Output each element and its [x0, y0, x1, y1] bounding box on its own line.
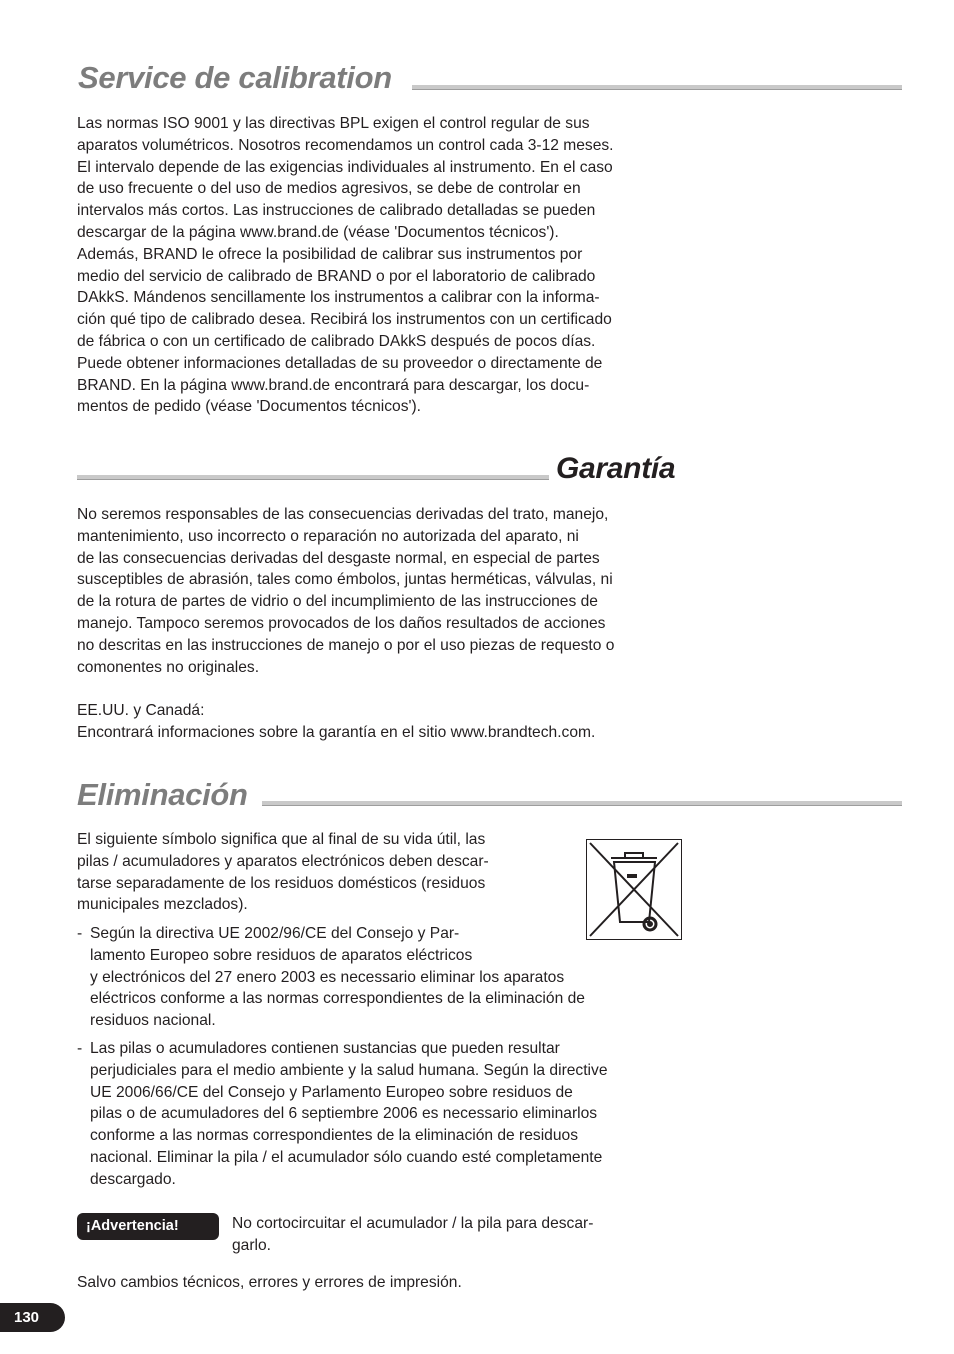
text-line: descargar de la página www.brand.de (véase 'Documentos técnicos'). — [77, 223, 559, 241]
text-line: de uso frecuente o del uso de medios agresivos, se debe de controlar en — [77, 180, 581, 198]
text-line: lamento Europeo sobre residuos de aparatos eléctricos — [90, 946, 473, 964]
warranty-paragraph — [77, 504, 697, 678]
text-line: DAkkS. Mándenos sencillamente los instrumentos a calibrar con la informa- — [77, 289, 600, 307]
text-line: BRAND. En la página www.brand.de encontrará para descargar, los docu- — [77, 376, 590, 394]
text-line: pilas o de acumuladores del 6 septiembre 2006 es necessario eliminarlos — [90, 1105, 598, 1123]
text-line: de fábrica o con un certificado de calibrado DAkkS después de pocos días. — [77, 332, 596, 350]
text-line: Las pilas o acumuladores contienen sustancias que pueden resultar — [90, 1040, 560, 1057]
text-line: Las normas ISO 9001 y las directivas BPL exigen el control regular de sus — [77, 115, 590, 132]
text-line: descargado. — [90, 1170, 176, 1188]
region-label: EE.UU. y Canadá: — [77, 702, 205, 719]
calibration-heading-rule — [412, 85, 902, 90]
text-line: Puede obtener informaciones detalladas de su proveedor o directamente de — [77, 354, 603, 372]
calibration-paragraph — [77, 113, 697, 418]
page-number: 130 — [0, 1303, 65, 1332]
text-line: pilas / acumuladores y aparatos electrónicos deben descar- — [77, 852, 489, 870]
warning-badge: ¡Advertencia! — [77, 1213, 219, 1240]
text-line: nacional. Eliminar la pila / el acumulador sólo cuando esté completamente — [90, 1148, 603, 1166]
region-text: Encontrará informaciones sobre la garantía en el sitio www.brandtech.com. — [77, 723, 596, 741]
text-line: Según la directiva UE 2002/96/CE del Consejo y Par- — [90, 925, 460, 942]
text-line: municipales mezclados). — [77, 896, 248, 914]
disposal-heading: Eliminación — [77, 777, 248, 812]
text-line: de la rotura de partes de vidrio o del incumplimiento de las instrucciones de — [77, 593, 598, 611]
text-line: intervalos más cortos. Las instrucciones de calibrado detalladas se pueden — [77, 202, 596, 220]
warranty-heading-rule — [77, 475, 549, 480]
text-line: mentos de pedido (véase 'Documentos técnicos'). — [77, 398, 421, 416]
bullet-dash: - — [77, 925, 83, 942]
text-line: Además, BRAND le ofrece la posibilidad de calibrar sus instrumentos por — [77, 245, 583, 263]
text-line: residuos nacional. — [90, 1012, 216, 1030]
text-line: manejo. Tampoco seremos provocados de los daños resultados de acciones — [77, 614, 606, 632]
text-line: No cortocircuitar el acumulador / la pila para descar- — [232, 1215, 594, 1232]
crossed-out-wheelie-bin-icon — [586, 839, 682, 940]
calibration-heading: Service de calibration — [78, 60, 392, 95]
text-line: mantenimiento, uso incorrecto o reparación no autorizada del aparato, ni — [77, 527, 579, 545]
text-line: garlo. — [232, 1236, 272, 1254]
text-line: medio del servicio de calibrado de BRAND o por el laboratorio de calibrado — [77, 267, 596, 285]
warranty-heading: Garantía — [556, 452, 676, 485]
footer-note — [77, 1272, 697, 1294]
text-line: ción qué tipo de calibrado desea. Recibirá los instrumentos con un certificado — [77, 311, 612, 329]
text-line: conforme a las normas correspondientes de la eliminación de residuos — [90, 1127, 578, 1145]
bullet-dash: - — [77, 1040, 83, 1057]
text-line: No seremos responsables de las consecuencias derivadas del trato, manejo, — [77, 506, 609, 523]
text-line: UE 2006/66/CE del Consejo y Parlamento Europeo sobre residuos de — [90, 1083, 573, 1101]
text-line: no descritas en las instrucciones de manejo o por el uso piezas de requesto o — [77, 636, 615, 654]
text-line: comonentes no originales. — [77, 658, 260, 676]
text-line: El intervalo depende de las exigencias individuales al instrumento. En el caso — [77, 158, 613, 176]
disposal-bullet-directive-2002 — [77, 923, 585, 1032]
disposal-heading-rule — [262, 801, 902, 806]
text-line: Salvo cambios técnicos, errores y errores de impresión. — [77, 1274, 462, 1291]
text-line: eléctricos conforme a las normas correspondientes de la eliminación de — [90, 990, 585, 1008]
text-line: susceptibles de abrasión, tales como émbolos, juntas herméticas, válvulas, ni — [77, 571, 613, 589]
disposal-bullet-directive-2006 — [77, 1038, 608, 1191]
text-line: de las consecuencias derivadas del desgaste normal, en especial de partes — [77, 549, 600, 567]
text-line: perjudiciales para el medio ambiente y la salud humana. Según la directive — [90, 1061, 608, 1079]
warning-text — [232, 1213, 672, 1257]
text-line: y electrónicos del 27 enero 2003 es necessario eliminar los aparatos — [90, 968, 565, 986]
text-line: El siguiente símbolo significa que al final de su vida útil, las — [77, 831, 486, 848]
text-line: tarse separadamente de los residuos domésticos (residuos — [77, 874, 486, 892]
warranty-region-note — [77, 700, 697, 744]
text-line: aparatos volumétricos. Nosotros recomendamos un control cada 3-12 meses. — [77, 136, 614, 154]
